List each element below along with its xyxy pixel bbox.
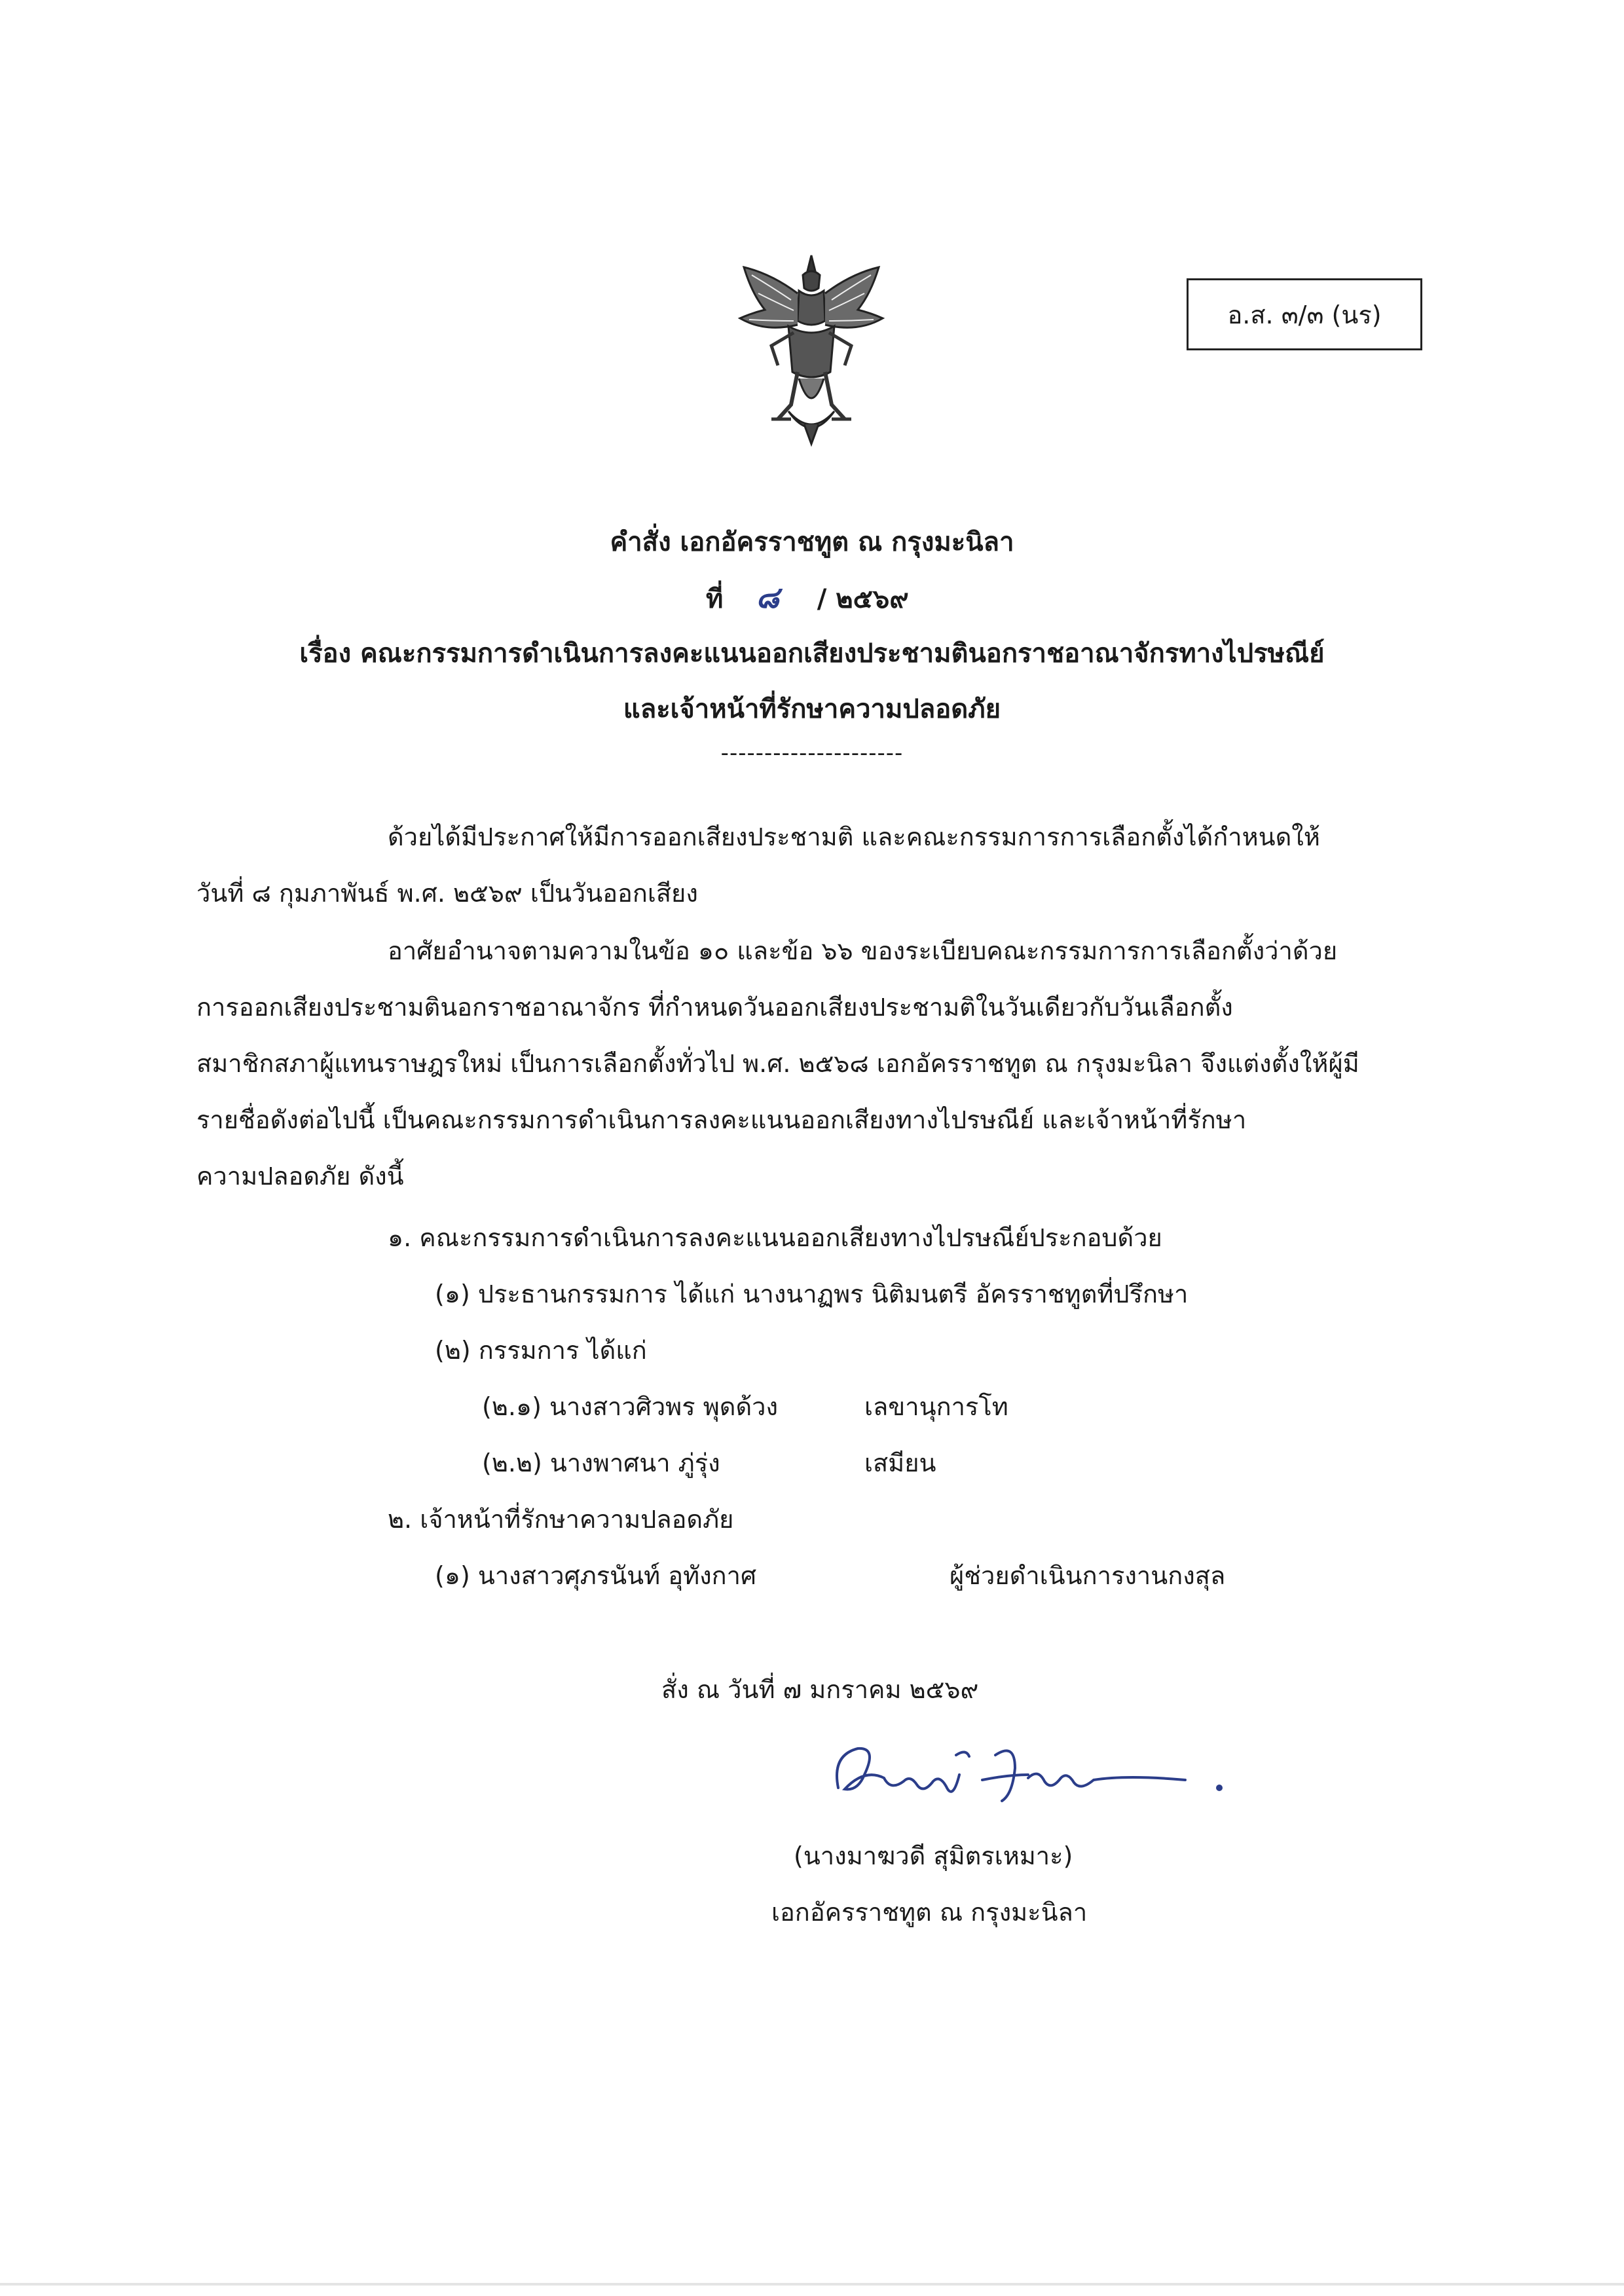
paragraph-2-line-4: รายชื่อดังต่อไปนี้ เป็นคณะกรรมการดำเนินการลงคะแนนออกเสียงทางไปรษณีย์ และเจ้าหน้าที่รักษา xyxy=(196,1105,1247,1134)
section-1-sub-2-position: เสมียน xyxy=(864,1449,936,1477)
garuda-emblem-icon xyxy=(726,248,897,451)
order-number xyxy=(706,574,909,621)
signature-icon xyxy=(819,1729,1238,1821)
section-1-item-2: (๒) กรรมการ ได้แก่ xyxy=(435,1336,647,1365)
section-1-sub-1-name: (๒.๑) นางสาวศิวพร พุดด้วง xyxy=(482,1392,779,1421)
paragraph-2-line-2: การออกเสียงประชามตินอกราชอาณาจักร ที่กำหนดวันออกเสียงประชามติในวันเดียวกับวันเลือกตั้ง xyxy=(196,993,1233,1022)
paragraph-2-line-1: อาศัยอำนาจตามความในข้อ ๑๐ และข้อ ๖๖ ของระเบียบคณะกรรมการการเลือกตั้งว่าด้วย xyxy=(388,936,1338,965)
paragraph-2-line-5: ความปลอดภัย ดังนี้ xyxy=(196,1162,404,1191)
signatory-title: เอกอัครราชทูต ณ กรุงมะนิลา xyxy=(771,1898,1088,1927)
subject-line-2: และเจ้าหน้าที่รักษาความปลอดภัย xyxy=(623,694,1001,724)
subject-line-1: เรื่อง คณะกรรมการดำเนินการลงคะแนนออกเสียงประชามตินอกราชอาณาจักรทางไปรษณีย์ xyxy=(299,639,1325,669)
section-1-sub-2-name: (๒.๒) นางพาศนา ภู่รุ่ง xyxy=(482,1449,720,1477)
paragraph-2-line-3: สมาชิกสภาผู้แทนราษฎรใหม่ เป็นการเลือกตั้งทั่วไป พ.ศ. ๒๕๖๘ เอกอัครราชทูต ณ กรุงมะนิลา จึงแต่งตั้งให้ผู้มี xyxy=(196,1049,1359,1078)
section-2-item-1-name: (๑) นางสาวศุภรนันท์ อุทังกาศ xyxy=(435,1561,757,1590)
section-1-item-1: (๑) ประธานกรรมการ ได้แก่ นางนาฏพร นิติมนตรี อัครราชทูตที่ปรึกษา xyxy=(435,1280,1189,1308)
header-divider: --------------------- xyxy=(720,740,904,766)
order-title: คำสั่ง เอกอัครราชทูต ณ กรุงมะนิลา xyxy=(610,527,1014,557)
section-2-item-1-position: ผู้ช่วยดำเนินการงานกงสุล xyxy=(950,1561,1226,1590)
section-1-heading: ๑. คณะกรรมการดำเนินการลงคะแนนออกเสียงทางไปรษณีย์ประกอบด้วย xyxy=(388,1223,1162,1252)
order-date: สั่ง ณ วันที่ ๗ มกราคม ๒๕๖๙ xyxy=(661,1675,979,1704)
paragraph-1-line-2: วันที่ ๘ กุมภาพันธ์ พ.ศ. ๒๕๖๙ เป็นวันออกเสียง xyxy=(196,879,698,908)
signatory-name: (นางมาฆวดี สุมิตรเหมาะ) xyxy=(794,1842,1073,1870)
section-2-heading: ๒. เจ้าหน้าที่รักษาความปลอดภัย xyxy=(388,1505,734,1534)
order-number-suffix: / ๒๕๖๙ xyxy=(817,584,909,614)
section-1-sub-1-position: เลขานุการโท xyxy=(864,1392,1008,1421)
page-bottom-rule xyxy=(0,2283,1624,2286)
order-number-prefix: ที่ xyxy=(706,584,724,614)
paragraph-1-line-1: ด้วยได้มีประกาศให้มีการออกเสียงประชามติ และคณะกรรมการการเลือกตั้งได้กำหนดให้ xyxy=(388,823,1320,851)
form-code-box xyxy=(1187,278,1422,350)
form-code: อ.ส. ๓/๓ (นร) xyxy=(1227,300,1382,329)
order-number-handwritten: ๘ xyxy=(756,580,779,615)
